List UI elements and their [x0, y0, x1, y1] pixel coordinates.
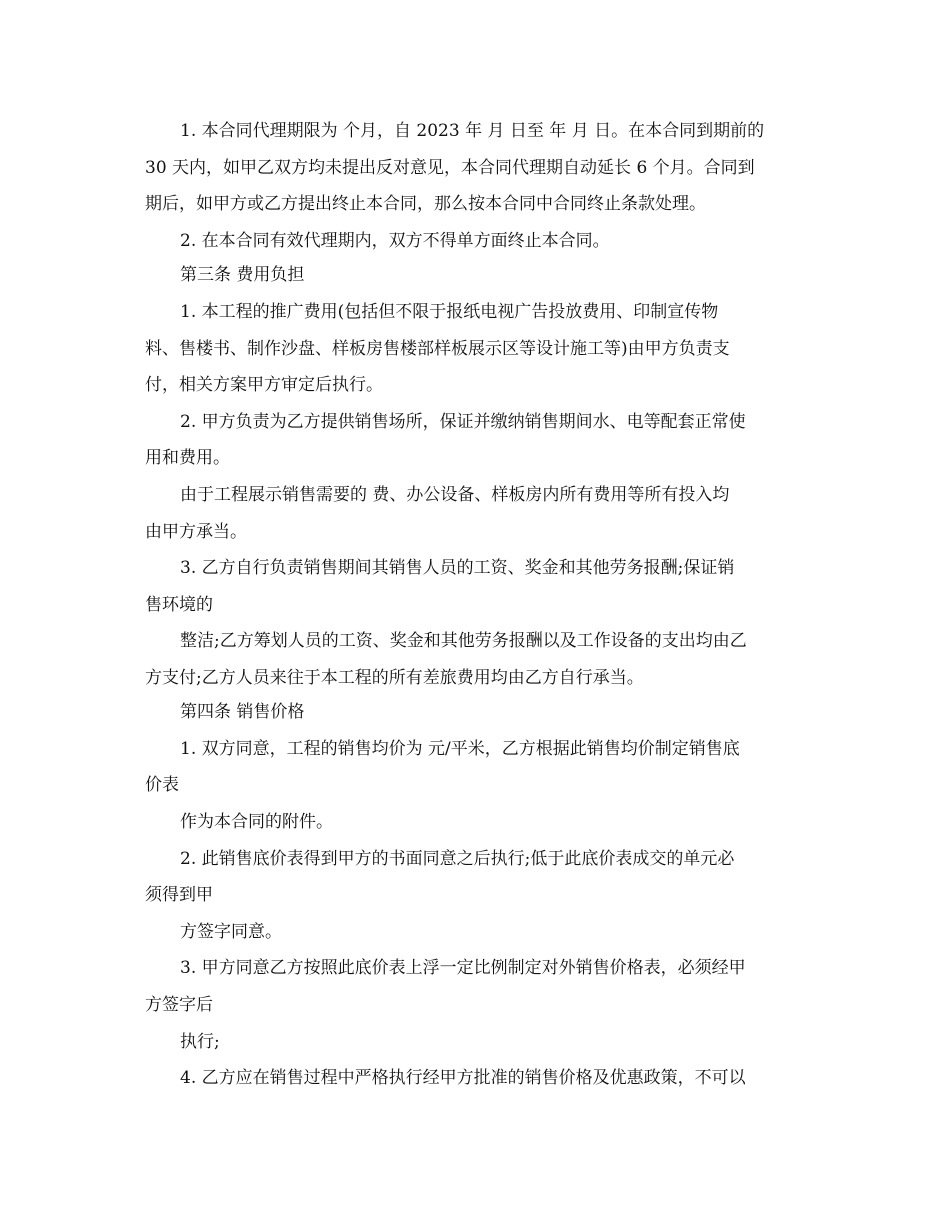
paragraph-line: 1. 双方同意，工程的销售均价为 元/平米，乙方根据此销售均价制定销售底 — [180, 739, 740, 759]
paragraph-line: 方签字后 — [145, 995, 213, 1015]
paragraph-line: 由甲方承当。 — [145, 522, 247, 542]
paragraph-line: 4. 乙方应在销售过程中严格执行经甲方批准的销售价格及优惠政策，不可以 — [180, 1068, 746, 1088]
paragraph-line: 3. 乙方自行负责销售期间其销售人员的工资、奖金和其他劳务报酬;保证销 — [180, 558, 735, 578]
paragraph-line: 售环境的 — [145, 595, 213, 615]
section-heading: 第三条 费用负担 — [180, 265, 305, 285]
paragraph-line: 付，相关方案甲方审定后执行。 — [145, 375, 383, 395]
paragraph-line: 1. 本工程的推广费用(包括但不限于报纸电视广告投放费用、印制宣传物 — [180, 302, 719, 322]
paragraph-line: 方签字同意。 — [180, 922, 282, 942]
paragraph-line: 价表 — [145, 775, 179, 795]
paragraph-line: 料、售楼书、制作沙盘、样板房售楼部样板展示区等设计施工等)由甲方负责支 — [145, 339, 730, 359]
paragraph-line: 期后，如甲方或乙方提出终止本合同，那么按本合同中合同终止条款处理。 — [145, 194, 706, 214]
paragraph-line: 方支付;乙方人员来往于本工程的所有差旅费用均由乙方自行承当。 — [145, 668, 644, 688]
paragraph-line: 须得到甲 — [145, 885, 213, 905]
paragraph-line: 由于工程展示销售需要的 费、办公设备、样板房内所有费用等所有投入均 — [180, 485, 730, 505]
paragraph-line: 作为本合同的附件。 — [180, 812, 333, 832]
section-heading: 第四条 销售价格 — [180, 702, 305, 722]
paragraph-line: 3. 甲方同意乙方按照此底价表上浮一定比例制定对外销售价格表，必须经甲 — [180, 958, 746, 978]
paragraph-line: 用和费用。 — [145, 448, 230, 468]
paragraph-line: 30 天内，如甲乙双方均未提出反对意见，本合同代理期自动延长 6 个月。合同到 — [145, 158, 755, 178]
paragraph-line: 整洁;乙方筹划人员的工资、奖金和其他劳务报酬以及工作设备的支出均由乙 — [180, 631, 747, 651]
paragraph-line: 执行; — [180, 1032, 220, 1052]
paragraph-line: 2. 甲方负责为乙方提供销售场所，保证并缴纳销售期间水、电等配套正常使 — [180, 412, 746, 432]
paragraph-line: 2. 此销售底价表得到甲方的书面同意之后执行;低于此底价表成交的单元必 — [180, 849, 735, 869]
paragraph-line: 2. 在本合同有效代理期内，双方不得单方面终止本合同。 — [180, 231, 610, 251]
paragraph-line: 1. 本合同代理期限为 个月，自 2023 年 月 日至 年 月 日。在本合同到期前的 — [180, 121, 765, 141]
